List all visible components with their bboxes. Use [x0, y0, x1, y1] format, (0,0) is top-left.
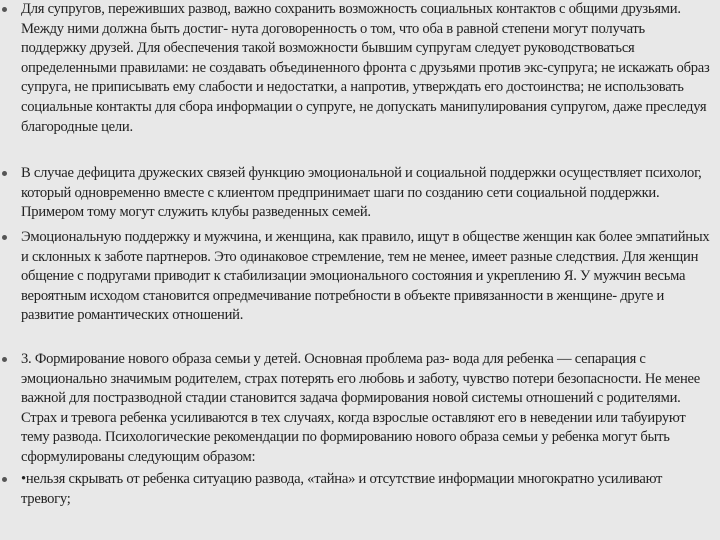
paragraph-emotional-support [0, 228, 720, 326]
paragraph-psychologist-support [0, 164, 720, 223]
bullet-icon [2, 7, 7, 12]
paragraph-recommendation [0, 470, 720, 509]
paragraph-new-family-image [0, 350, 720, 468]
bullet-icon [2, 171, 7, 176]
bullet-icon [2, 477, 7, 482]
paragraph-text: Для супругов, переживших развод, важно сохранить возможность социальных контактов с общими друзьями. Между ними должна быть достиг- нута договоренность о том, что оба в равной степени могут получать поддержку друзей. Для обеспечения такой возможности бывшим супругам следует руководствоваться определенными правилами: не создавать объединенного фронта с друзьями против экс-супруга; не искажать образ супруга, не приписывать ему слабости и недостатки, а напротив, утверждать его достоинства; не использовать социальные контакты для сбора информации о супруге, не допускать манипулирования супругом, даже преследуя благородные цели. [21, 1, 710, 135]
paragraph-text: Эмоциональную поддержку и мужчина, и женщина, как правило, ищут в обществе женщин как более эмпатийных и склонных к заботе партнеров. Это одинаковое стремление, тем не менее, имеет разные следствия. Для женщин общение с подругами приводит к стабилизации эмоционального состояния и укреплению Я. У мужчин весьма вероятным исходом становится опредмечивание потребности в объекте привязанности в женщине- друге и развитие романтических отношений. [21, 229, 710, 324]
bullet-icon [2, 235, 7, 240]
paragraph-text: 3. Формирование нового образа семьи у детей. Основная проблема раз- вода для ребенка — сепарация с эмоционально значимым родителем, страх потерять его любовь и заботу, чувство потери безопасности. Не менее важной для постразводной стадии становится задача формирования новой системы отношений с родителями. Страх и тревога ребенка усиливаются в тех случаях, когда взрослые оставляют его в неведении или табуируют тему развода. Психологические рекомендации по формированию нового образа семьи у ребенка могут быть сформулированы следующим образом: [21, 351, 700, 465]
bullet-icon [2, 357, 7, 362]
paragraph-social-contacts [0, 0, 720, 137]
paragraph-text: В случае дефицита дружеских связей функцию эмоциональной и социальной поддержки осуществляет психолог, который одновременно вместе с клиентом предпринимает шаги по созданию сети социальной поддержки. Примером тому могут служить клубы разведенных семей. [21, 165, 702, 221]
paragraph-text: •нельзя скрывать от ребенка ситуацию развода, «тайна» и отсутствие информации многократно усиливают тревогу; [21, 471, 663, 507]
